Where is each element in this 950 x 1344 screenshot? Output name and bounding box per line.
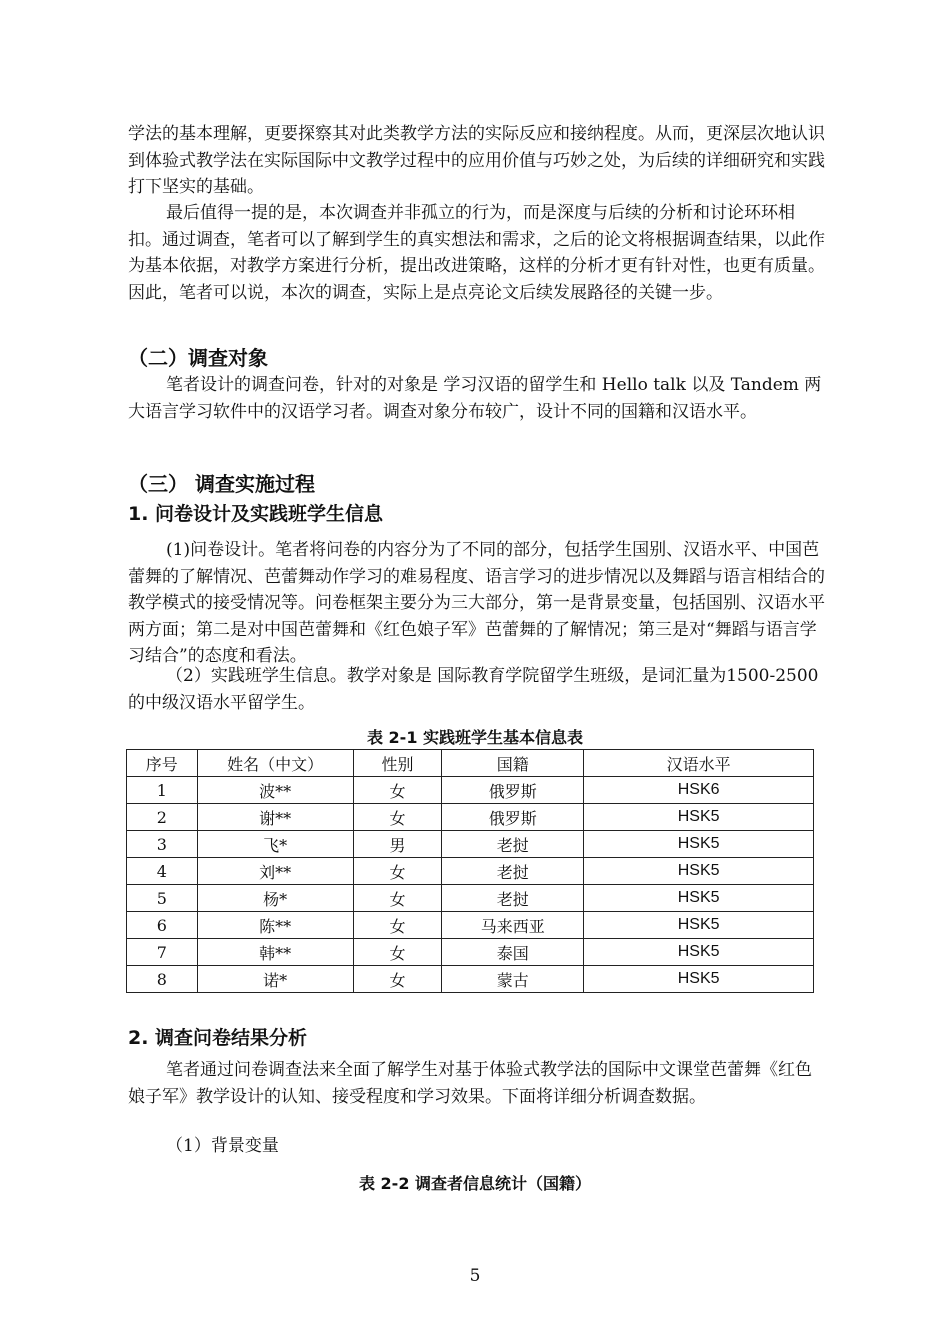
cell-nationality: 老挝 [442,858,584,885]
paragraph-background-variables: （1）背景变量 [166,1136,279,1156]
cell-name: 杨* [197,885,353,912]
cell-nationality: 蒙古 [442,966,584,993]
cell-name: 陈** [197,912,353,939]
subsection-heading-results-analysis: 2. 调查问卷结果分析 [128,1027,308,1049]
table-caption-student-info: 表 2-1 实践班学生基本信息表 [366,728,584,747]
cell-number: 7 [127,939,198,966]
cell-number: 5 [127,885,198,912]
cell-chinese-level: HSK6 [584,777,814,804]
table-row [127,804,814,831]
table-row [127,858,814,885]
cell-gender: 女 [353,885,441,912]
cell-number: 1 [127,777,198,804]
section-heading-survey-process: （三） 调查实施过程 [128,472,315,496]
cell-number: 2 [127,804,198,831]
cell-gender: 男 [353,831,441,858]
cell-gender: 女 [353,777,441,804]
cell-chinese-level: HSK5 [584,858,814,885]
cell-nationality: 泰国 [442,939,584,966]
cell-name: 飞* [197,831,353,858]
cell-name: 韩** [197,939,353,966]
table-row [127,777,814,804]
subsection-heading-questionnaire-design: 1. 问卷设计及实践班学生信息 [128,503,384,525]
cell-number: 8 [127,966,198,993]
cell-name: 波** [197,777,353,804]
student-info-table [126,749,814,993]
cell-number: 6 [127,912,198,939]
column-header-chinese-level: 汉语水平 [584,750,814,777]
cell-chinese-level: HSK5 [584,912,814,939]
cell-name: 谢** [197,804,353,831]
column-header-gender: 性别 [353,750,441,777]
cell-gender: 女 [353,912,441,939]
cell-chinese-level: HSK5 [584,831,814,858]
table-header-row [127,750,814,777]
cell-nationality: 马来西亚 [442,912,584,939]
cell-nationality: 俄罗斯 [442,804,584,831]
cell-number: 3 [127,831,198,858]
table-row [127,966,814,993]
paragraph-class-info: （2）实践班学生信息。教学对象是 国际教育学院留学生班级，是词汇量为1500-2500 的中级汉语水平留学生。 [128,666,819,713]
cell-chinese-level: HSK5 [584,966,814,993]
table-caption-nationality: 表 2-2 调查者信息统计（国籍） [358,1174,592,1193]
paragraph-questionnaire-design: (1)问卷设计。笔者将问卷的内容分为了不同的部分，包括学生国别、汉语水平、中国芭蕾舞的了解情况、芭蕾舞动作学习的难易程度、语言学习的进步情况以及舞蹈与语言相结合的教学模式的接受情况等。问卷框架主要分为三大部分，第一是背景变量，包括国别、汉语水平两方面；第二是对中国芭蕾舞和《红色娘子军》芭蕾舞的了解情况；第三是对“舞蹈与语言学习结合”的态度和看法。 [128,540,825,666]
cell-gender: 女 [353,939,441,966]
cell-chinese-level: HSK5 [584,885,814,912]
table-row [127,885,814,912]
cell-gender: 女 [353,804,441,831]
table-row [127,939,814,966]
cell-gender: 女 [353,858,441,885]
column-header-nationality: 国籍 [442,750,584,777]
cell-number: 4 [127,858,198,885]
cell-chinese-level: HSK5 [584,939,814,966]
cell-gender: 女 [353,966,441,993]
cell-name: 诺* [197,966,353,993]
cell-nationality: 老挝 [442,831,584,858]
paragraph-survey-significance: 最后值得一提的是，本次调查并非孤立的行为，而是深度与后续的分析和讨论环环相扣。通过调查，笔者可以了解到学生的真实想法和需求，之后的论文将根据调查结果，以此作为基本依据，对教学方案进行分析，提出改进策略，这样的分析才更有针对性，也更有质量。因此，笔者可以说，本次的调查，实际上是点亮论文后续发展路径的关键一步。 [128,203,825,303]
cell-nationality: 俄罗斯 [442,777,584,804]
table-row [127,831,814,858]
cell-chinese-level: HSK5 [584,804,814,831]
cell-nationality: 老挝 [442,885,584,912]
page-number: 5 [469,1266,481,1286]
paragraph-survey-objects: 笔者设计的调查问卷，针对的对象是 学习汉语的留学生和 Hello talk 以及 Tandem 两大语言学习软件中的汉语学习者。调查对象分布较广，设计不同的国籍和汉语水平。 [128,375,822,422]
paragraph-intro-continued: 学法的基本理解，更要探察其对此类教学方法的实际反应和接纳程度。从而，更深层次地认识到体验式教学法在实际国际中文教学过程中的应用价值与巧妙之处，为后续的详细研究和实践打下坚实的基础。 [128,124,825,197]
paragraph-results-analysis: 笔者通过问卷调查法来全面了解学生对基于体验式教学法的国际中文课堂芭蕾舞《红色娘子军》教学设计的认知、接受程度和学习效果。下面将详细分析调查数据。 [128,1060,812,1107]
cell-name: 刘** [197,858,353,885]
column-header-number: 序号 [127,750,198,777]
section-heading-survey-objects: （二）调查对象 [128,346,268,370]
table-row [127,912,814,939]
column-header-name: 姓名（中文） [197,750,353,777]
